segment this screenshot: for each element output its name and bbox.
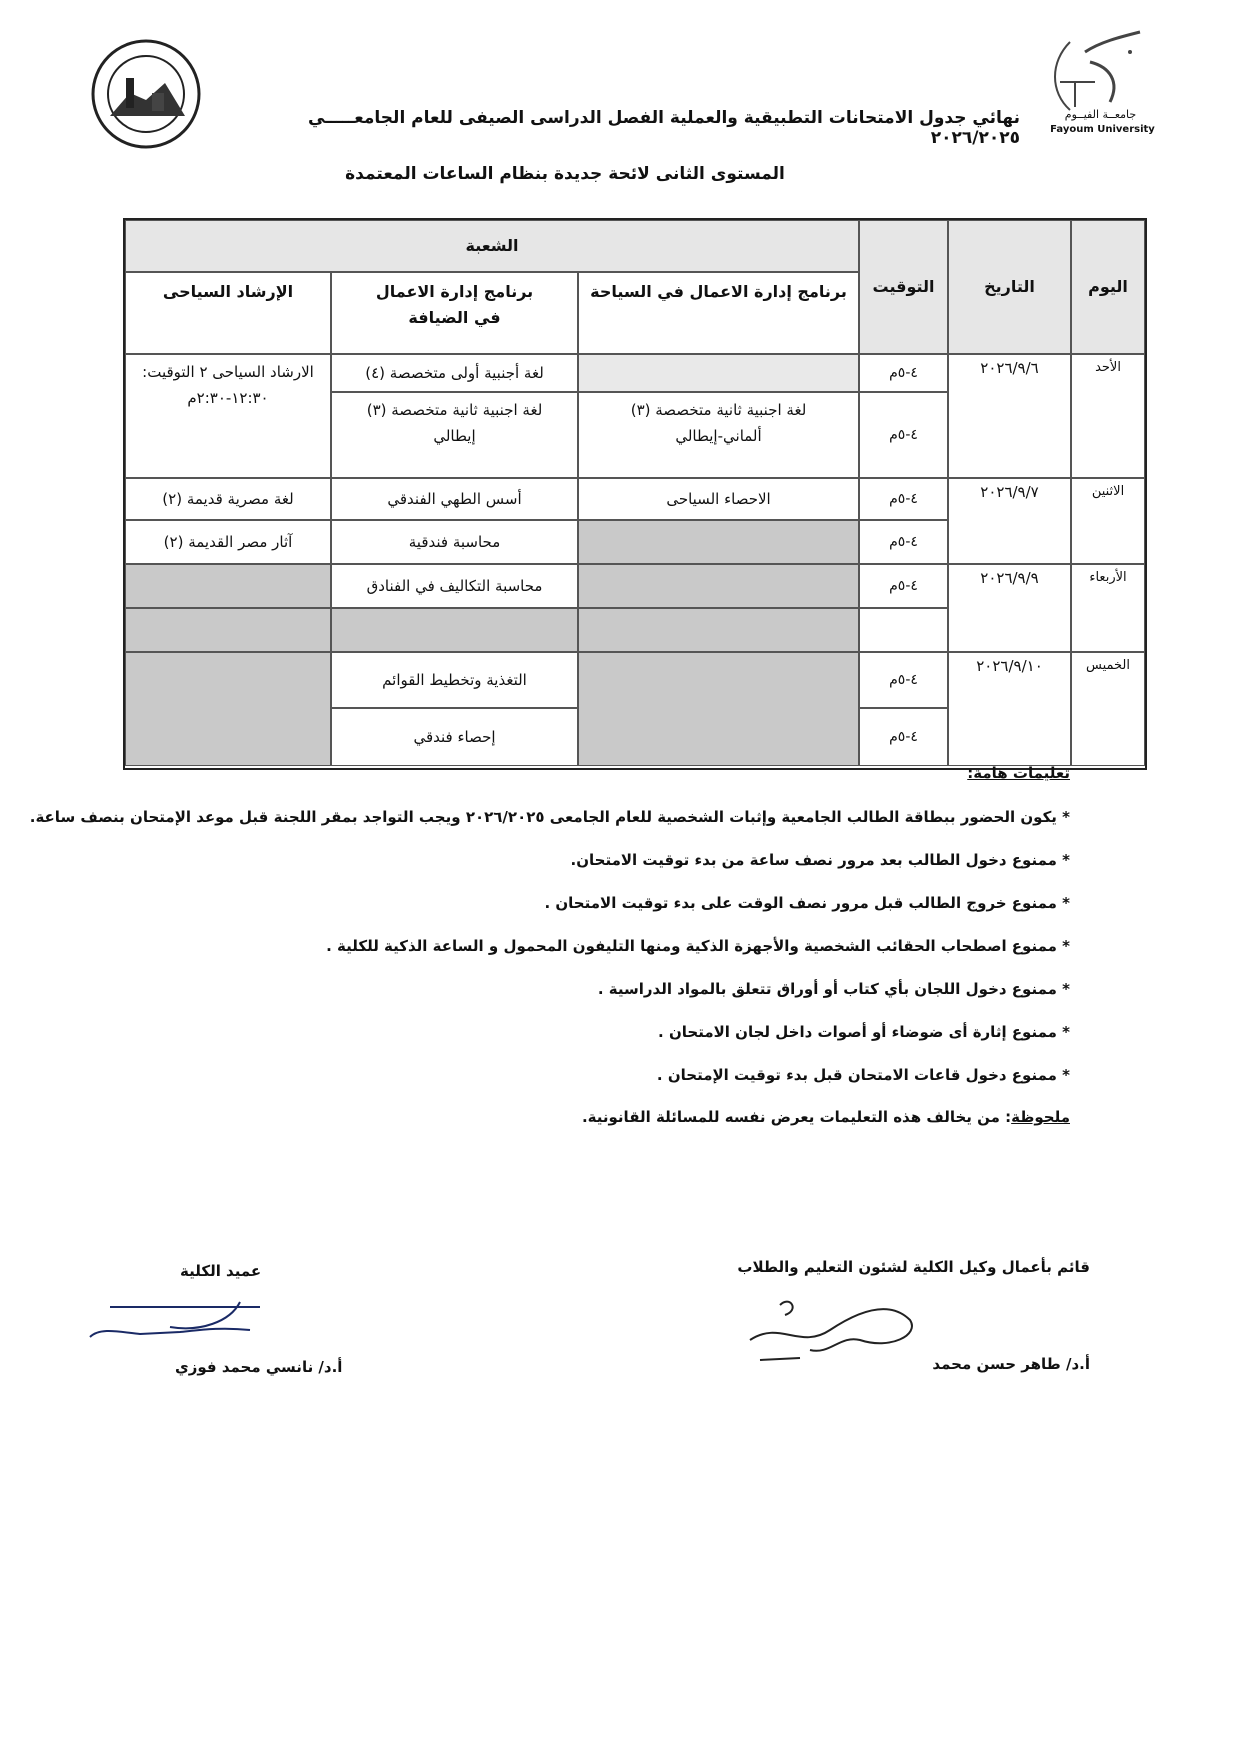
course-cell: الارشاد السياحى ٢ التوقيت: ١٢:٣٠-٢:٣٠م: [125, 354, 331, 478]
vice-dean-name: أ.د/ طاهر حسن محمد: [932, 1355, 1090, 1373]
exam-schedule-table: [123, 218, 1147, 770]
time-cell: ٤-٥م: [859, 478, 948, 520]
header-time: التوقيت: [859, 220, 948, 354]
dean-title: عميد الكلية: [180, 1262, 262, 1280]
date-cell: ٢٠٢٦/٩/٧: [948, 478, 1071, 564]
signature-dean: [80, 1292, 270, 1362]
course-cell: لغة أجنبية أولى متخصصة (٤): [331, 354, 578, 392]
header-program-tourism: برنامج إدارة الاعمال في السياحة: [578, 272, 859, 354]
note-label: ملحوظة: [1011, 1108, 1070, 1126]
day-cell: الأحد: [1071, 354, 1145, 478]
time-cell: ٤-٥م: [859, 708, 948, 766]
day-cell: الأربعاء: [1071, 564, 1145, 652]
instruction-item: * ممنوع دخول قاعات الامتحان قبل بدء توقيت الإمتحان .: [656, 1066, 1070, 1084]
empty-cell: [331, 608, 578, 652]
time-cell: ٤-٥م: [859, 652, 948, 708]
header-tour-guidance: الإرشاد السياحى: [125, 272, 331, 354]
course-cell: الاحصاء السياحى: [578, 478, 859, 520]
course-cell: آثار مصر القديمة (٢): [125, 520, 331, 564]
course-cell: إحصاء فندقي: [331, 708, 578, 766]
empty-cell: [125, 564, 331, 608]
instruction-item: * يكون الحضور ببطاقة الطالب الجامعية وإثبات الشخصية للعام الجامعى ٢٠٢٦/٢٠٢٥ ويجب التواجد بمقر اللجنة قبل موعد الإمتحان بنصف ساعة.: [29, 808, 1070, 826]
course-cell: محاسبة فندقية: [331, 520, 578, 564]
empty-cell: [125, 652, 331, 766]
empty-cell: [578, 354, 859, 392]
time-cell: ٤-٥م: [859, 354, 948, 392]
time-cell: [859, 608, 948, 652]
time-cell: ٤-٥م: [859, 520, 948, 564]
instruction-item: * ممنوع اصطحاب الحقائب الشخصية والأجهزة الذكية ومنها التليفون المحمول و الساعة الذكية للكلية .: [326, 937, 1070, 955]
note-text: : من يخالف هذه التعليمات يعرض نفسه للمسائلة القانونية.: [581, 1108, 1012, 1126]
vice-dean-title: قائم بأعمال وكيل الكلية لشئون التعليم والطلاب: [737, 1258, 1090, 1276]
header-division: الشعبة: [125, 220, 859, 272]
instruction-item: * ممنوع دخول اللجان بأي كتاب أو أوراق تتعلق بالمواد الدراسية .: [597, 980, 1070, 998]
time-cell: ٤-٥م: [859, 564, 948, 608]
instruction-item: * ممنوع خروج الطالب قبل مرور نصف الوقت على بدء توقيت الامتحان .: [544, 894, 1070, 912]
empty-cell: [125, 608, 331, 652]
faculty-logo: [90, 38, 202, 150]
note-line: [582, 1108, 1070, 1126]
university-logo: [1040, 22, 1160, 140]
page-subtitle: المستوى الثانى لائحة جديدة بنظام الساعات المعتمدة: [345, 164, 785, 184]
empty-cell: [578, 608, 859, 652]
university-name-en: Fayoum University: [1050, 124, 1155, 135]
empty-cell: [578, 520, 859, 564]
time-cell: ٤-٥م: [859, 392, 948, 478]
header-program-hospitality: برنامج إدارة الاعمال في الضيافة: [331, 272, 578, 354]
page-title: نهائي جدول الامتحانات التطبيقية والعملية الفصل الدراسى الصيفى للعام الجامعـــــي ٢٠٢٦/٢٠٢٥: [308, 108, 1020, 148]
course-cell: لغة اجنبية ثانية متخصصة (٣) إيطالي: [331, 392, 578, 478]
header-date: التاريخ: [948, 220, 1071, 354]
dean-name: أ.د/ نانسي محمد فوزي: [175, 1358, 343, 1376]
instructions-heading: تعليمات هامة:: [967, 764, 1070, 782]
date-cell: ٢٠٢٦/٩/٩: [948, 564, 1071, 652]
day-cell: الاثنين: [1071, 478, 1145, 564]
empty-cell: [578, 652, 859, 766]
course-cell: التغذية وتخطيط القوائم: [331, 652, 578, 708]
date-cell: ٢٠٢٦/٩/٦: [948, 354, 1071, 478]
course-cell: أسس الطهي الفندقي: [331, 478, 578, 520]
university-name-ar: جامعــة الفيــوم: [1064, 108, 1137, 121]
course-cell: لغة مصرية قديمة (٢): [125, 478, 331, 520]
signature-vice-dean: [740, 1280, 960, 1380]
instruction-item: * ممنوع دخول الطالب بعد مرور نصف ساعة من بدء توقيت الامتحان.: [570, 851, 1070, 869]
empty-cell: [578, 564, 859, 608]
instruction-item: * ممنوع إثارة أى ضوضاء أو أصوات داخل لجان الامتحان .: [658, 1023, 1070, 1041]
course-cell: لغة اجنبية ثانية متخصصة (٣) ألماني-إيطالي: [578, 392, 859, 478]
day-cell: الخميس: [1071, 652, 1145, 766]
date-cell: ٢٠٢٦/٩/١٠: [948, 652, 1071, 766]
course-cell: محاسبة التكاليف في الفنادق: [331, 564, 578, 608]
header-day: اليوم: [1071, 220, 1145, 354]
